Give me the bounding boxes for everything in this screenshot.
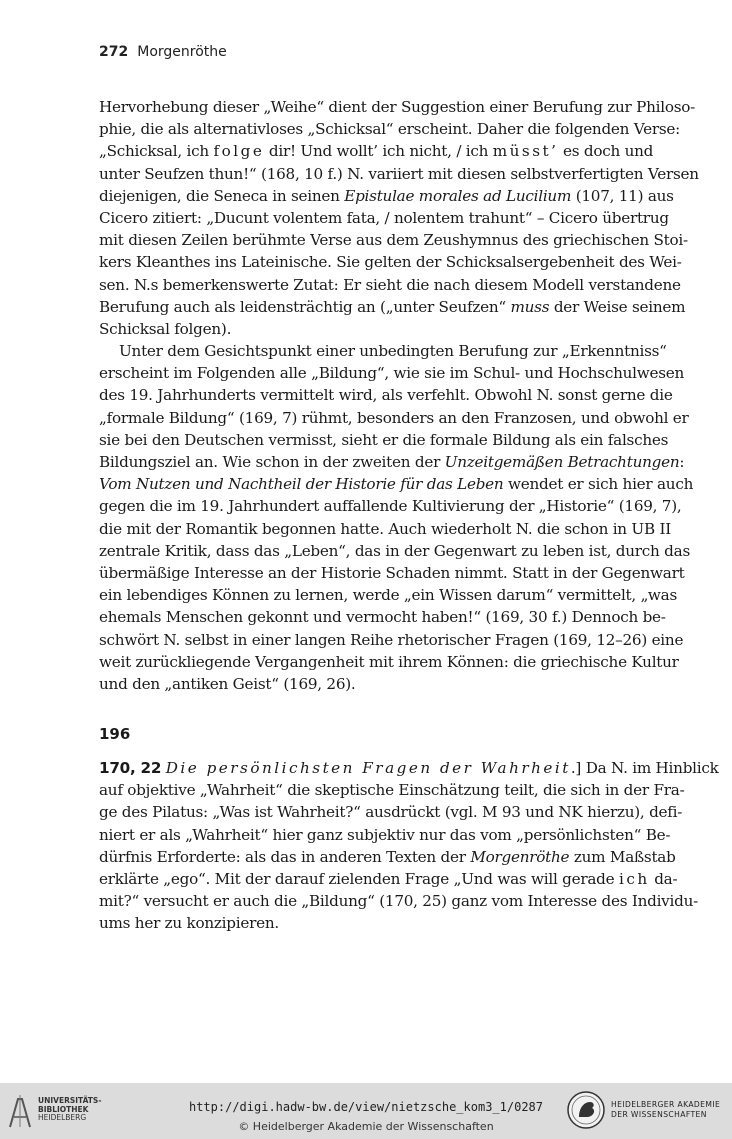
- running-head: [99, 44, 227, 60]
- text-line: niert er als „Wahrheit“ hier ganz subjektiv nur das vom „persönlichsten“ Be-: [99, 825, 671, 844]
- text-line: Bildungsziel an. Wie schon in der zweiten der Unzeitgemäßen Betrachtungen:: [99, 453, 685, 471]
- text-line: gegen die im 19. Jahrhundert auffallende Kultivierung der „Historie“ (169, 7),: [99, 497, 682, 516]
- text-line: dürfnis Erforderte: als das in anderen Texten der Morgenröthe zum Maßstab: [99, 847, 676, 866]
- text-line: Vom Nutzen und Nachtheil der Historie für das Leben wendet er sich hier auch: [99, 475, 694, 494]
- text-line: Schicksal folgen).: [99, 319, 232, 338]
- text-line: erklärte „ego“. Mit der darauf zielenden Frage „Und was will gerade ich da-: [99, 869, 678, 888]
- text-line: des 19. Jahrhunderts vermittelt wird, als verfehlt. Obwohl N. sonst gerne die: [99, 386, 673, 405]
- text-line: ehemals Menschen gekonnt und vermocht haben!“ (169, 30 f.) Dennoch be-: [99, 608, 666, 627]
- text-line: diejenigen, die Seneca in seinen Epistulae morales ad Lucilium (107, 11) aus: [99, 186, 674, 205]
- text-line: schwört N. selbst in einer langen Reihe rhetorischer Fragen (169, 12–26) eine: [99, 630, 684, 649]
- text-line: und den „antiken Geist“ (169, 26).: [99, 674, 356, 693]
- text-line: sie bei den Deutschen vermisst, sieht er die formale Bildung als ein falsches: [99, 430, 669, 449]
- text-line: weit zurückliegende Vergangenheit mit ihrem Können: die griechische Kultur: [99, 652, 679, 671]
- lemma-line: [99, 757, 719, 779]
- footer-copyright: © Heidelberger Akademie der Wissenschaften: [238, 1120, 494, 1133]
- lemma-continuation: .] Da N. im Hinblick: [570, 759, 719, 777]
- paragraph-1: [99, 96, 699, 340]
- text-line: ge des Pilatus: „Was ist Wahrheit?“ ausdrückt (vgl. M 93 und NK hierzu), defi-: [99, 803, 683, 822]
- paragraph-3: [99, 779, 699, 934]
- academy-seal-icon: [566, 1090, 606, 1130]
- text-line: die mit der Romantik begonnen hatte. Auch wiederholt N. die schon in UB II: [99, 519, 671, 538]
- text-line: mit diesen Zeilen berühmte Verse aus dem Zeushymnus des griechischen Stoi-: [99, 231, 688, 250]
- commentary-block-1: [99, 96, 699, 695]
- text-line: Cicero zitiert: „Ducunt volentem fata, / nolentem trahunt“ – Cicero übertrug: [99, 208, 669, 227]
- footer-url-link[interactable]: http://digi.hadw-bw.de/view/nietzsche_kom3_1/0287: [188, 1100, 543, 1114]
- academy-logo-text: HEIDELBERGER AKADEMIE DER WISSENSCHAFTEN: [611, 1100, 721, 1119]
- paragraph-2: [99, 340, 694, 695]
- library-logo-text: UNIVERSITÄTS- BIBLIOTHEK HEIDELBERG: [38, 1096, 102, 1123]
- text-line: mit?“ versucht er auch die „Bildung“ (170, 25) ganz vom Interesse des Individu-: [99, 892, 699, 911]
- text-line: unter Seufzen thun!“ (168, 10 f.) N. variiert mit diesen selbstverfertigten Versen: [99, 164, 699, 183]
- text-line: erscheint im Folgenden alle „Bildung“, wie sie im Schul- und Hochschulwesen: [99, 364, 685, 383]
- text-line: auf objektive „Wahrheit“ die skeptische Einschätzung teilt, die sich in der Fra-: [99, 781, 685, 800]
- text-line: phie, die als alternativloses „Schicksal“ erscheint. Daher die folgenden Verse:: [99, 120, 681, 139]
- running-title: Morgenröthe: [137, 44, 227, 60]
- text-line: Berufung auch als leidensträchtig an („unter Seufzen“ muss der Weise seinem: [99, 297, 686, 316]
- text-line: zentrale Kritik, dass das „Leben“, das in der Gegenwart zu leben ist, durch das: [99, 541, 690, 560]
- text-line: „Schicksal, ich folge dir! Und wollt’ ich nicht, / ich müsst’ es doch und: [99, 142, 654, 161]
- text-line: sen. N.s bemerkenswerte Zutat: Er sieht die nach diesem Modell verstandene: [99, 275, 681, 294]
- lemma-text: Die persönlichsten Fragen der Wahrheit: [165, 759, 571, 777]
- text-line: ein lebendiges Können zu lernen, werde „ein Wissen darum“ vermittelt, „was: [99, 586, 678, 605]
- text-line: kers Kleanthes ins Lateinische. Sie gelten der Schicksalsergebenheit des Wei-: [99, 253, 682, 272]
- commentary-block-2: [99, 757, 719, 935]
- text-line: ums her zu konzipieren.: [99, 914, 279, 933]
- text-line: „formale Bildung“ (169, 7) rühmt, besonders an den Franzosen, und obwohl er: [99, 408, 689, 427]
- text-line: übermäßige Interesse an der Historie Schaden nimmt. Statt in der Gegenwart: [99, 563, 685, 582]
- section-number: 196: [99, 725, 131, 743]
- text-line: Unter dem Gesichtspunkt einer unbedingten Berufung zur „Erkenntniss“: [119, 342, 667, 361]
- academy-logo[interactable]: [566, 1090, 726, 1134]
- lemma-reference: 170, 22: [99, 759, 162, 777]
- text-line: Hervorhebung dieser „Weihe“ dient der Suggestion einer Berufung zur Philoso-: [99, 98, 696, 116]
- page-number: 272: [99, 44, 129, 60]
